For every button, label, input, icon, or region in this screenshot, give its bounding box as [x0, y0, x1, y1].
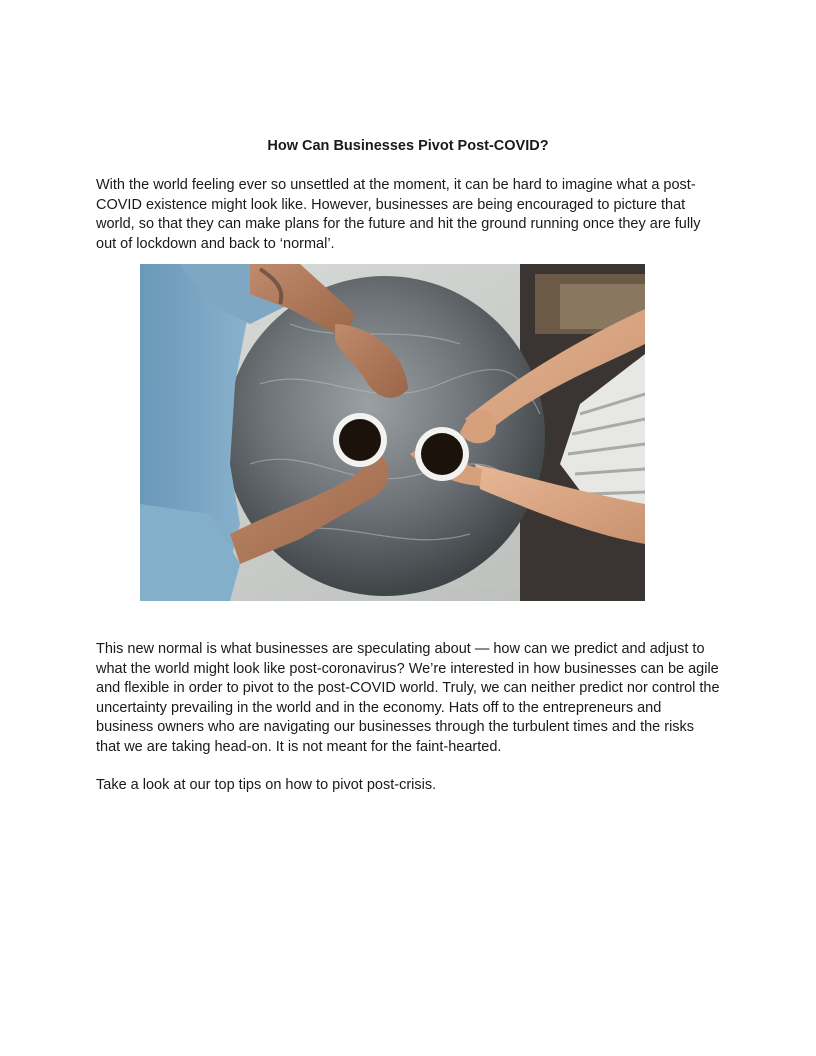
- intro-paragraph: With the world feeling ever so unsettled at the moment, it can be hard to imagine what a post-COVID existence might look like. However, businesses are being encouraged to picture that world, so that they can make plans for the future and hit the ground running once they are fully out of lockdown and back to ‘normal’.: [96, 177, 701, 252]
- body-paragraph: This new normal is what businesses are speculating about — how can we predict and adjust to what the world might look like post-coronavirus? We’re interested in how businesses can be agile and flexible in order to pivot to the post-COVID world. Truly, we can neither predict nor control the uncertainty prevailing in the world and in the economy. Hats off to the entrepreneurs and business owners who are navigating our businesses through the turbulent times and the risks that we are taking head-on. It is not meant for the faint-hearted.: [96, 641, 720, 755]
- closing-paragraph: Take a look at our top tips on how to pivot post-crisis.: [96, 777, 437, 793]
- article-title: How Can Businesses Pivot Post-COVID?: [267, 138, 549, 154]
- article-photo: [140, 264, 645, 601]
- coffee-table-illustration: [140, 264, 645, 601]
